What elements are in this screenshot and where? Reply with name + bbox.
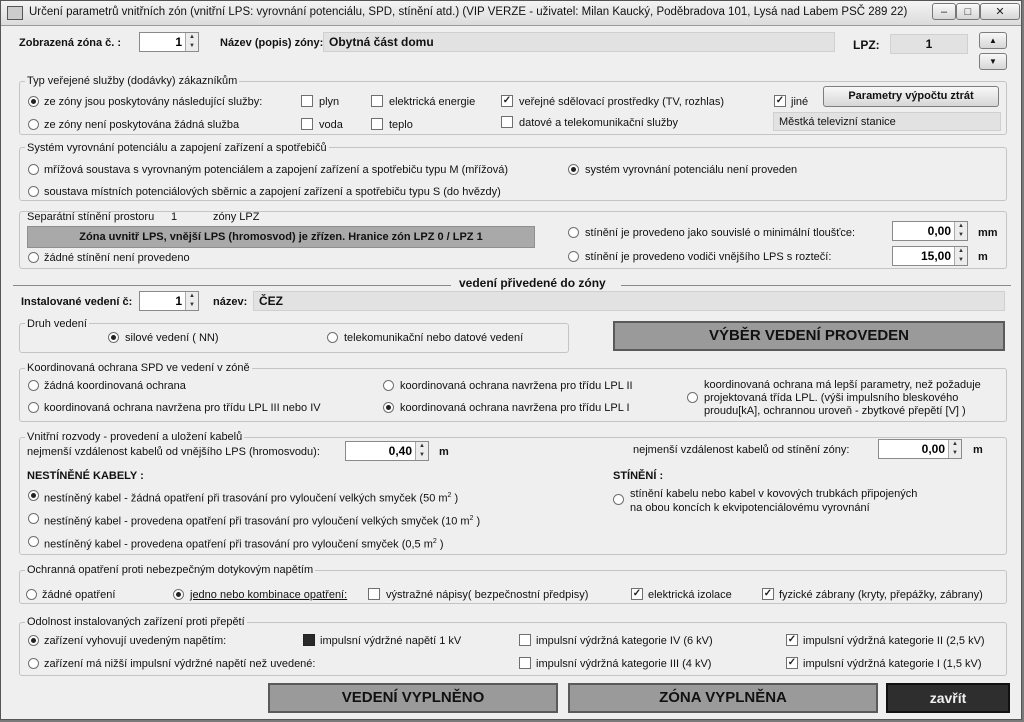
star-system-label: soustava místních potenciálových sběrnic a zapojení zařízení a spotřebiču typu S (do hvězdy)	[44, 186, 501, 198]
min-dist-lps-value: 0,40	[388, 444, 412, 458]
telecom-line-radio[interactable]	[327, 332, 338, 343]
service-not-provided-radio[interactable]	[28, 119, 39, 130]
shielded-header: STÍNĚNÍ :	[613, 470, 664, 482]
unshielded-3-radio[interactable]	[28, 536, 39, 547]
title-bar	[1, 1, 1021, 26]
zone-number-down-icon[interactable]: ▼	[186, 42, 198, 51]
zone-number-stepper[interactable]	[139, 32, 199, 52]
min-dist-shield-up-icon[interactable]: ▲	[949, 440, 961, 450]
installed-line-stepper[interactable]	[139, 291, 199, 311]
warning-signs-label: výstražné nápisy( bezpečnostní předpisy)	[386, 589, 589, 601]
conductor-shielding-label: stínění je provedeno vodiči vnějšího LPS s roztečí:	[585, 251, 832, 263]
service-provided-radio[interactable]	[28, 96, 39, 107]
cat4-checkbox[interactable]	[519, 634, 531, 646]
electrical-insulation-label: elektrická izolace	[648, 589, 732, 601]
min-dist-shield-down-icon[interactable]: ▼	[949, 449, 961, 458]
power-line-label: silové vedení ( NN)	[125, 332, 219, 344]
imp-1kv-label: impulsní výdržné napětí 1 kV	[320, 635, 462, 647]
loss-params-button[interactable]: Parametry výpočtu ztrát	[823, 86, 999, 107]
unshielded-3-label: nestíněný kabel - provedena opatření při trasování pro vyloučení smyček (0,5 $m^2$ )	[44, 538, 444, 551]
zone-next-button[interactable]: ▼	[979, 53, 1007, 70]
lines-header: vedení přivedené do zóny	[459, 276, 606, 290]
elektricka-label: elektrická energie	[389, 96, 476, 108]
cat1-label: impulsní výdržná kategorie I (1,5 kV)	[803, 658, 982, 670]
min-dist-lps-unit: m	[439, 446, 449, 458]
teplo-checkbox[interactable]	[371, 118, 383, 130]
line-done-button[interactable]: VEDENÍ VYPLNĚNO	[268, 683, 558, 713]
continuous-shielding-radio[interactable]	[568, 227, 579, 238]
lpz-value: 1	[890, 34, 968, 54]
service-not-provided-label: ze zóny není poskytována žádná služba	[44, 119, 240, 131]
divider-left	[13, 285, 451, 286]
close-window-button[interactable]: ✕	[980, 3, 1020, 20]
line-name-field[interactable]: ČEZ	[253, 291, 1005, 311]
shielding-label: Separátní stínění prostoru	[27, 211, 155, 223]
zone-number-value: 1	[175, 35, 182, 49]
unshielded-1-radio[interactable]	[28, 490, 39, 501]
unshielded-header: NESTÍNĚNÉ KABELY :	[27, 470, 144, 482]
installed-line-down-icon[interactable]: ▼	[186, 301, 198, 310]
divider-right	[621, 285, 1011, 286]
spd-lpl2-radio[interactable]	[383, 380, 394, 391]
spd-none-label: žádná koordinovaná ochrana	[44, 380, 186, 392]
voda-checkbox[interactable]	[301, 118, 313, 130]
zone-prev-button[interactable]: ▲	[979, 32, 1007, 49]
zone-name-label: Název (popis) zóny:	[220, 37, 324, 49]
cat3-label: impulsní výdržná kategorie III (4 kV)	[536, 658, 712, 670]
zone-done-button[interactable]: ZÓNA VYPLNĚNA	[568, 683, 878, 713]
installed-line-label: Instalované vedení č:	[21, 296, 133, 308]
physical-barriers-label: fyzické zábrany (kryty, přepážky, zábrany)	[779, 589, 983, 601]
datove-label: datové a telekomunikační služby	[519, 117, 678, 129]
zone-boundary-banner: Zóna uvnitř LPS, vnější LPS (hromosvod) je zřízen. Hranice zón LPZ 0 / LPZ 1	[27, 226, 535, 248]
min-dist-lps-stepper[interactable]	[345, 441, 429, 461]
protection-combo-radio[interactable]	[173, 589, 184, 600]
surge-lower-label: zařízení má nižší impulsní výdržné napětí než uvedené:	[44, 658, 316, 670]
app-icon	[7, 6, 23, 20]
spd-group-label: Koordinovaná ochrana SPD ve vedení v zóně	[27, 362, 250, 374]
no-shielding-label: žádné stínění není provedeno	[44, 252, 190, 264]
spacing-down-icon[interactable]: ▼	[955, 256, 967, 265]
jine-label: jiné	[791, 96, 809, 108]
shielded-radio[interactable]	[613, 494, 624, 505]
electrical-insulation-checkbox[interactable]: ✓	[632, 588, 642, 599]
spd-better-radio[interactable]	[687, 392, 698, 403]
protection-combo-label: jedno nebo kombinace opatření:	[190, 589, 348, 601]
teplo-label: teplo	[389, 119, 413, 131]
line-type-group-label: Druh vedení	[27, 318, 87, 330]
no-equipotential-label: systém vyrovnání potenciálu není proveden	[585, 164, 798, 176]
surge-meets-radio[interactable]	[28, 635, 39, 646]
telecom-line-label: telekomunikační nebo datové vedení	[344, 332, 524, 344]
min-dist-shield-label: nejmenší vzdálenost kabelů od stínění zóny:	[633, 444, 850, 456]
voda-label: voda	[319, 119, 343, 131]
shielding-number: 1	[171, 211, 178, 223]
mesh-system-radio[interactable]	[28, 164, 39, 175]
spacing-unit: m	[978, 251, 988, 263]
unshielded-2-radio[interactable]	[28, 513, 39, 524]
shielding-zone-label: zóny LPZ	[213, 211, 260, 223]
no-shielding-radio[interactable]	[28, 252, 39, 263]
wiring-group-label: Vnitřní rozvody - provedení a uložení kabelů	[27, 431, 243, 443]
protection-group-label: Ochranná opatření proti nebezpečným dotykovým napětím	[27, 564, 314, 576]
min-dist-shield-stepper[interactable]	[878, 439, 962, 459]
jine-checkbox[interactable]: ✓	[775, 95, 785, 106]
no-equipotential-radio[interactable]	[568, 164, 579, 175]
lpz-label: LPZ:	[853, 38, 880, 52]
spd-lpl1-label: koordinovaná ochrana navržena pro třídu LPL I	[400, 402, 630, 414]
window-title: Určení parametrů vnitřních zón (vnitřní LPS: vyrovnání potenciálu, SPD, stínění atd.) (VIP VERZE - uživatel: Milan Kaucký, Poděbradova 101, Lysá nad Labem PSČ 289 22)	[29, 6, 908, 18]
maximize-button[interactable]: □	[956, 3, 980, 20]
service-provided-label: ze zóny jsou poskytovány následující služby:	[44, 96, 263, 108]
spd-lpl34-radio[interactable]	[28, 402, 39, 413]
cat2-checkbox[interactable]: ✓	[787, 634, 797, 645]
jine-value-field[interactable]: Městká televizní stanice	[773, 112, 1001, 131]
cat1-checkbox[interactable]: ✓	[787, 657, 797, 668]
spd-better-line3: proudu[kA], ochrannou uroveň - zbytkové přepětí [V] )	[704, 405, 966, 417]
thickness-stepper[interactable]	[892, 221, 968, 241]
spacing-stepper[interactable]	[892, 246, 968, 266]
verejne-checkbox[interactable]: ✓	[502, 95, 512, 106]
cat3-checkbox[interactable]	[519, 657, 531, 669]
min-dist-shield-unit: m	[973, 444, 983, 456]
imp-1kv-checkbox[interactable]	[303, 634, 315, 646]
physical-barriers-checkbox[interactable]: ✓	[763, 588, 773, 599]
service-group-label: Typ veřejené služby (dodávky) zákazníkům	[27, 75, 238, 87]
plyn-label: plyn	[319, 96, 340, 108]
unshielded-1-label: nestíněný kabel - žádná opatření při trasování pro vyloučení velkých smyček (50 $m^2$ )	[44, 492, 459, 505]
spd-lpl1-radio[interactable]	[383, 402, 394, 413]
spacing-value: 15,00	[920, 249, 951, 263]
elektricka-checkbox[interactable]	[371, 95, 383, 107]
spd-better-line2: projektovaná třída LPL. (výši impulsního bleskového	[704, 392, 959, 404]
close-button[interactable]: zavřít	[886, 683, 1010, 713]
zone-number-label: Zobrazená zóna č. :	[19, 37, 122, 49]
zone-number-up-icon[interactable]: ▲	[186, 33, 198, 43]
equipotential-group-label: Systém vyrovnání potenciálu a zapojení zařízení a spotřebičů	[27, 142, 327, 154]
verejne-label: veřejné sdělovací prostředky (TV, rozhlas)	[519, 96, 725, 108]
power-line-radio[interactable]	[108, 332, 119, 343]
surge-lower-radio[interactable]	[28, 658, 39, 669]
line-name-label: název:	[213, 296, 248, 308]
spacing-up-icon[interactable]: ▲	[955, 247, 967, 257]
datove-checkbox[interactable]	[501, 116, 513, 128]
continuous-shielding-label: stínění je provedeno jako souvislé o minimální tloušťce:	[585, 227, 856, 239]
installed-line-up-icon[interactable]: ▲	[186, 292, 198, 302]
spd-lpl2-label: koordinovaná ochrana navržena pro třídu LPL II	[400, 380, 633, 392]
surge-group-label: Odolnost instalovaných zařízení proti přepětí	[27, 616, 245, 628]
mesh-system-label: mřížová soustava s vyrovnaným potenciálem a zapojení zařízení a spotřebiču typu M (mřížová)	[44, 164, 509, 176]
warning-signs-checkbox[interactable]	[368, 588, 380, 600]
installed-line-value: 1	[175, 294, 182, 308]
conductor-shielding-radio[interactable]	[568, 251, 579, 262]
cat2-label: impulsní výdržná kategorie II (2,5 kV)	[803, 635, 985, 647]
shielded-line1: stínění kabelu nebo kabel v kovových trubkách připojených	[630, 488, 918, 500]
cat4-label: impulsní výdržná kategorie IV (6 kV)	[536, 635, 713, 647]
min-dist-lps-label: nejmenší vzdálenost kabelů od vnějšího LPS (hromosvodu):	[27, 446, 320, 458]
thickness-value: 0,00	[927, 224, 951, 238]
shielded-line2: na obou koncích k ekvipotenciálovému vyrovnání	[630, 502, 870, 514]
star-system-radio[interactable]	[28, 186, 39, 197]
min-dist-lps-down-icon[interactable]: ▼	[416, 451, 428, 460]
thickness-up-icon[interactable]: ▲	[955, 222, 967, 232]
minimize-button[interactable]: –	[932, 3, 956, 20]
min-dist-shield-value: 0,00	[921, 442, 945, 456]
protection-none-label: žádné opatření	[42, 589, 116, 601]
spd-none-radio[interactable]	[28, 380, 39, 391]
line-selected-button[interactable]: VÝBĚR VEDENÍ PROVEDEN	[613, 321, 1005, 351]
min-dist-lps-up-icon[interactable]: ▲	[416, 442, 428, 452]
plyn-checkbox[interactable]	[301, 95, 313, 107]
spd-lpl34-label: koordinovaná ochrana navržena pro třídu LPL III nebo IV	[44, 402, 321, 414]
zone-name-field[interactable]: Obytná část domu	[323, 32, 835, 52]
thickness-unit: mm	[978, 227, 998, 239]
protection-none-radio[interactable]	[26, 589, 37, 600]
unshielded-2-label: nestíněný kabel - provedena opatření při trasování pro vyloučení velkých smyček (10 $m^2$ )	[44, 515, 481, 528]
spd-better-line1: koordinovaná ochrana má lepší parametry, než požaduje	[704, 379, 981, 391]
thickness-down-icon[interactable]: ▼	[955, 231, 967, 240]
surge-meets-label: zařízení vyhovují uvedeným napětím:	[44, 635, 227, 647]
